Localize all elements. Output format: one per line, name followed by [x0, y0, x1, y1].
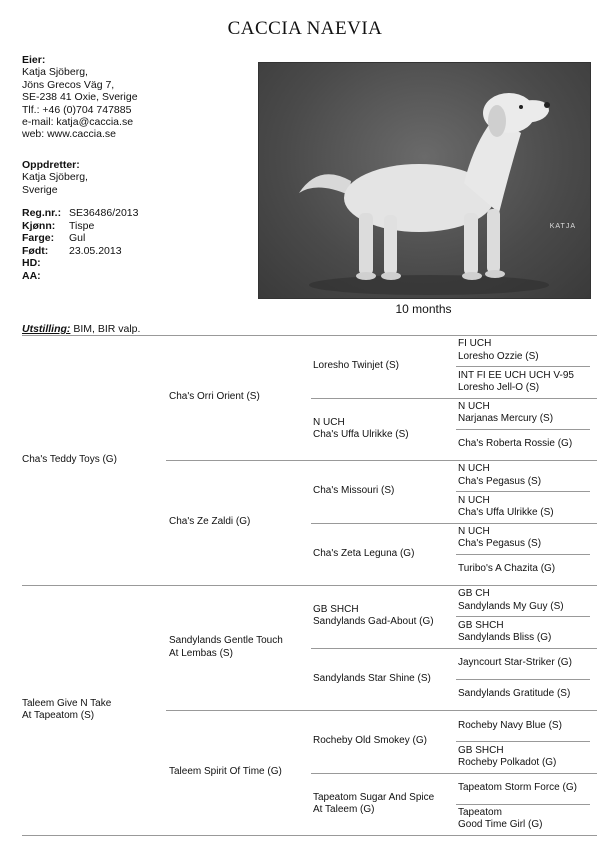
breeder-heading: Oppdretter: [22, 159, 80, 171]
registration-label: Reg.nr.: [22, 207, 62, 219]
registration-value: 23.05.2013 [69, 244, 122, 257]
pedigree-gen3-entry [313, 604, 434, 628]
pedigree-entry-line: At Tapeatom (S) [22, 710, 95, 721]
pedigree-entry-line: Cha's Missouri (S) [313, 485, 395, 497]
pedigree-entry-line: Sandylands Bliss (G) [458, 631, 552, 643]
pedigree-entry-line: Cha's Pegasus (S) [458, 475, 542, 487]
pedigree-gen4-entry [458, 688, 570, 700]
pedigree-gen4-entry [458, 588, 564, 612]
registration-label: AA: [22, 269, 41, 282]
pedigree-entry-line: Jayncourt Star-Striker (G) [458, 657, 572, 669]
pedigree-gen4-entry [458, 401, 553, 425]
pedigree-entry-line: Tapeatom [458, 807, 502, 819]
owner-line: Katja Sjöberg, [22, 66, 88, 79]
registration-label: HD: [22, 257, 41, 270]
pedigree-separator [456, 804, 590, 805]
pedigree-gen4-entry [458, 720, 562, 732]
pedigree-entry-line: FI UCH [458, 338, 492, 350]
pedigree-separator [456, 679, 590, 680]
pedigree-entry-line: Sandylands Gad-About (G) [313, 616, 434, 628]
pedigree-entry-line: GB SHCH [458, 744, 504, 756]
owner-line: SE-238 41 Oxie, Sverige [22, 91, 138, 104]
pedigree-entry-line: Taleem Spirit Of Time (G) [169, 766, 282, 778]
pedigree-entry-line: Good Time Girl (G) [458, 819, 543, 831]
photo-caption: 10 months [395, 302, 452, 316]
pedigree-gen4-entry [458, 563, 555, 575]
pedigree-entry-line: Cha's Zeta Leguna (G) [313, 547, 415, 559]
dog-silhouette-icon [259, 63, 590, 298]
pedigree-entry-line: At Taleem (G) [313, 803, 375, 815]
pedigree-gen3-entry [313, 792, 434, 816]
pedigree-separator [456, 429, 590, 430]
owner-block [22, 54, 138, 141]
pedigree-entry-line: Cha's Teddy Toys (G) [22, 453, 117, 465]
pedigree-gen3-entry [313, 735, 427, 747]
registration-row [22, 207, 138, 220]
dog-photo [258, 62, 591, 299]
pedigree-entry-line: Cha's Pegasus (S) [458, 538, 542, 550]
pedigree-entry-line: N UCH [458, 463, 490, 475]
pedigree-separator [311, 523, 597, 524]
pedigree-entry-line: Cha's Ze Zaldi (G) [169, 516, 251, 528]
pedigree-entry-line: Rocheby Navy Blue (S) [458, 719, 562, 731]
pedigree-gen3-entry [313, 548, 414, 560]
pedigree-gen2-entry [169, 766, 282, 778]
pedigree-gen4-entry [458, 463, 541, 487]
pedigree-gen4-entry [458, 526, 541, 550]
pedigree-entry-line: Sandylands Gratitude (S) [458, 688, 571, 700]
pedigree-gen4-entry [458, 657, 572, 669]
pedigree-entry-line: Loresho Jell-O (S) [458, 381, 540, 393]
pedigree-entry-line: Cha's Orri Orient (S) [169, 391, 260, 403]
pedigree-entry-line: Tapeatom Storm Force (G) [458, 782, 577, 794]
pedigree-entry-line: Cha's Uffa Ulrikke (S) [313, 428, 409, 440]
pedigree-entry-line: GB SHCH [313, 604, 359, 616]
pedigree-separator [311, 398, 597, 399]
pedigree-entry-line: Sandylands Gentle Touch [169, 635, 283, 647]
registration-row [22, 245, 138, 258]
registration-label: Kjønn: [22, 219, 56, 232]
pedigree-bottom-border [22, 835, 597, 836]
registration-row [22, 232, 138, 245]
show-text: BIM, BIR valp. [70, 323, 141, 335]
pedigree-separator [456, 616, 590, 617]
pedigree-entry-line: Turibo's A Chazita (G) [458, 563, 556, 575]
pedigree-separator [22, 585, 597, 586]
pedigree-entry-line: N UCH [458, 494, 490, 506]
pedigree-entry-line: At Lembas (S) [169, 647, 233, 659]
pedigree-gen2-entry [169, 516, 250, 528]
pedigree-gen2-entry [169, 391, 260, 403]
pedigree-gen4-entry [458, 438, 572, 450]
pedigree-entry-line: N UCH [313, 416, 345, 428]
registration-label: Farge: [22, 232, 55, 245]
pedigree-gen3-entry [313, 485, 394, 497]
pedigree-entry-line: INT FI EE UCH UCH V-95 [458, 369, 574, 381]
pedigree-separator [456, 554, 590, 555]
pedigree-entry-line: N UCH [458, 525, 490, 537]
pedigree-separator [311, 773, 597, 774]
show-label: Utstilling: [22, 323, 71, 335]
pedigree-entry-line: GB SHCH [458, 619, 504, 631]
pedigree-gen4-entry [458, 745, 556, 769]
registration-row [22, 270, 138, 283]
pedigree-gen4-entry [458, 782, 577, 794]
pedigree-gen4-entry [458, 807, 542, 831]
owner-line: e-mail: katja@caccia.se [22, 116, 134, 129]
pedigree-gen4-entry [458, 338, 539, 362]
pedigree-gen1-entry [22, 454, 117, 466]
pedigree-entry-line: Cha's Roberta Rossie (G) [458, 438, 573, 450]
page-title: CACCIA NAEVIA [227, 18, 383, 39]
pedigree-top-border [22, 335, 597, 336]
show-result [22, 323, 140, 335]
pedigree-separator [166, 710, 597, 711]
pedigree-entry-line: Cha's Uffa Ulrikke (S) [458, 506, 554, 518]
pedigree-gen1-entry [22, 698, 111, 722]
pedigree-separator [311, 648, 597, 649]
registration-value: Gul [69, 232, 86, 245]
pedigree-separator [456, 366, 590, 367]
registration-value: Tispe [69, 219, 95, 232]
pedigree-entry-line: Loresho Twinjet (S) [313, 360, 399, 372]
owner-heading: Eier: [22, 54, 46, 66]
breeder-line: Katja Sjöberg, [22, 171, 88, 184]
pedigree-entry-line: N UCH [458, 400, 490, 412]
pedigree-entry-line: Rocheby Old Smokey (G) [313, 735, 427, 747]
pedigree-entry-line: Sandylands Star Shine (S) [313, 672, 431, 684]
registration-label: Født: [22, 244, 49, 257]
pedigree-separator [456, 741, 590, 742]
pedigree-gen3-entry [313, 417, 409, 441]
pedigree-entry-line: GB CH [458, 588, 490, 600]
pedigree-gen2-entry [169, 635, 283, 659]
pedigree-entry-line: Tapeatom Sugar And Spice [313, 791, 435, 803]
breeder-line: Sverige [22, 183, 58, 196]
pedigree-gen4-entry [458, 370, 574, 394]
pedigree-separator [456, 491, 590, 492]
registration-block [22, 207, 138, 283]
pedigree-entry-line: Sandylands My Guy (S) [458, 600, 564, 612]
owner-line: Tlf.: +46 (0)704 747885 [22, 103, 132, 116]
pedigree-entry-line: Taleem Give N Take [22, 697, 112, 709]
registration-row [22, 220, 138, 233]
photo-watermark: KATJA [549, 223, 576, 230]
pedigree-entry-line: Narjanas Mercury (S) [458, 413, 554, 425]
registration-value: SE36486/2013 [69, 207, 139, 219]
pedigree-entry-line: Loresho Ozzie (S) [458, 350, 539, 362]
owner-line: Jöns Grecos Väg 7, [22, 78, 115, 91]
pedigree-gen3-entry [313, 673, 431, 685]
pedigree-separator [166, 460, 597, 461]
pedigree-entry-line: Rocheby Polkadot (G) [458, 756, 557, 768]
breeder-block [22, 159, 88, 196]
pedigree-gen4-entry [458, 620, 551, 644]
pedigree-gen4-entry [458, 495, 554, 519]
pedigree-gen3-entry [313, 360, 399, 372]
owner-line: web: www.caccia.se [22, 128, 116, 141]
registration-row [22, 257, 138, 270]
